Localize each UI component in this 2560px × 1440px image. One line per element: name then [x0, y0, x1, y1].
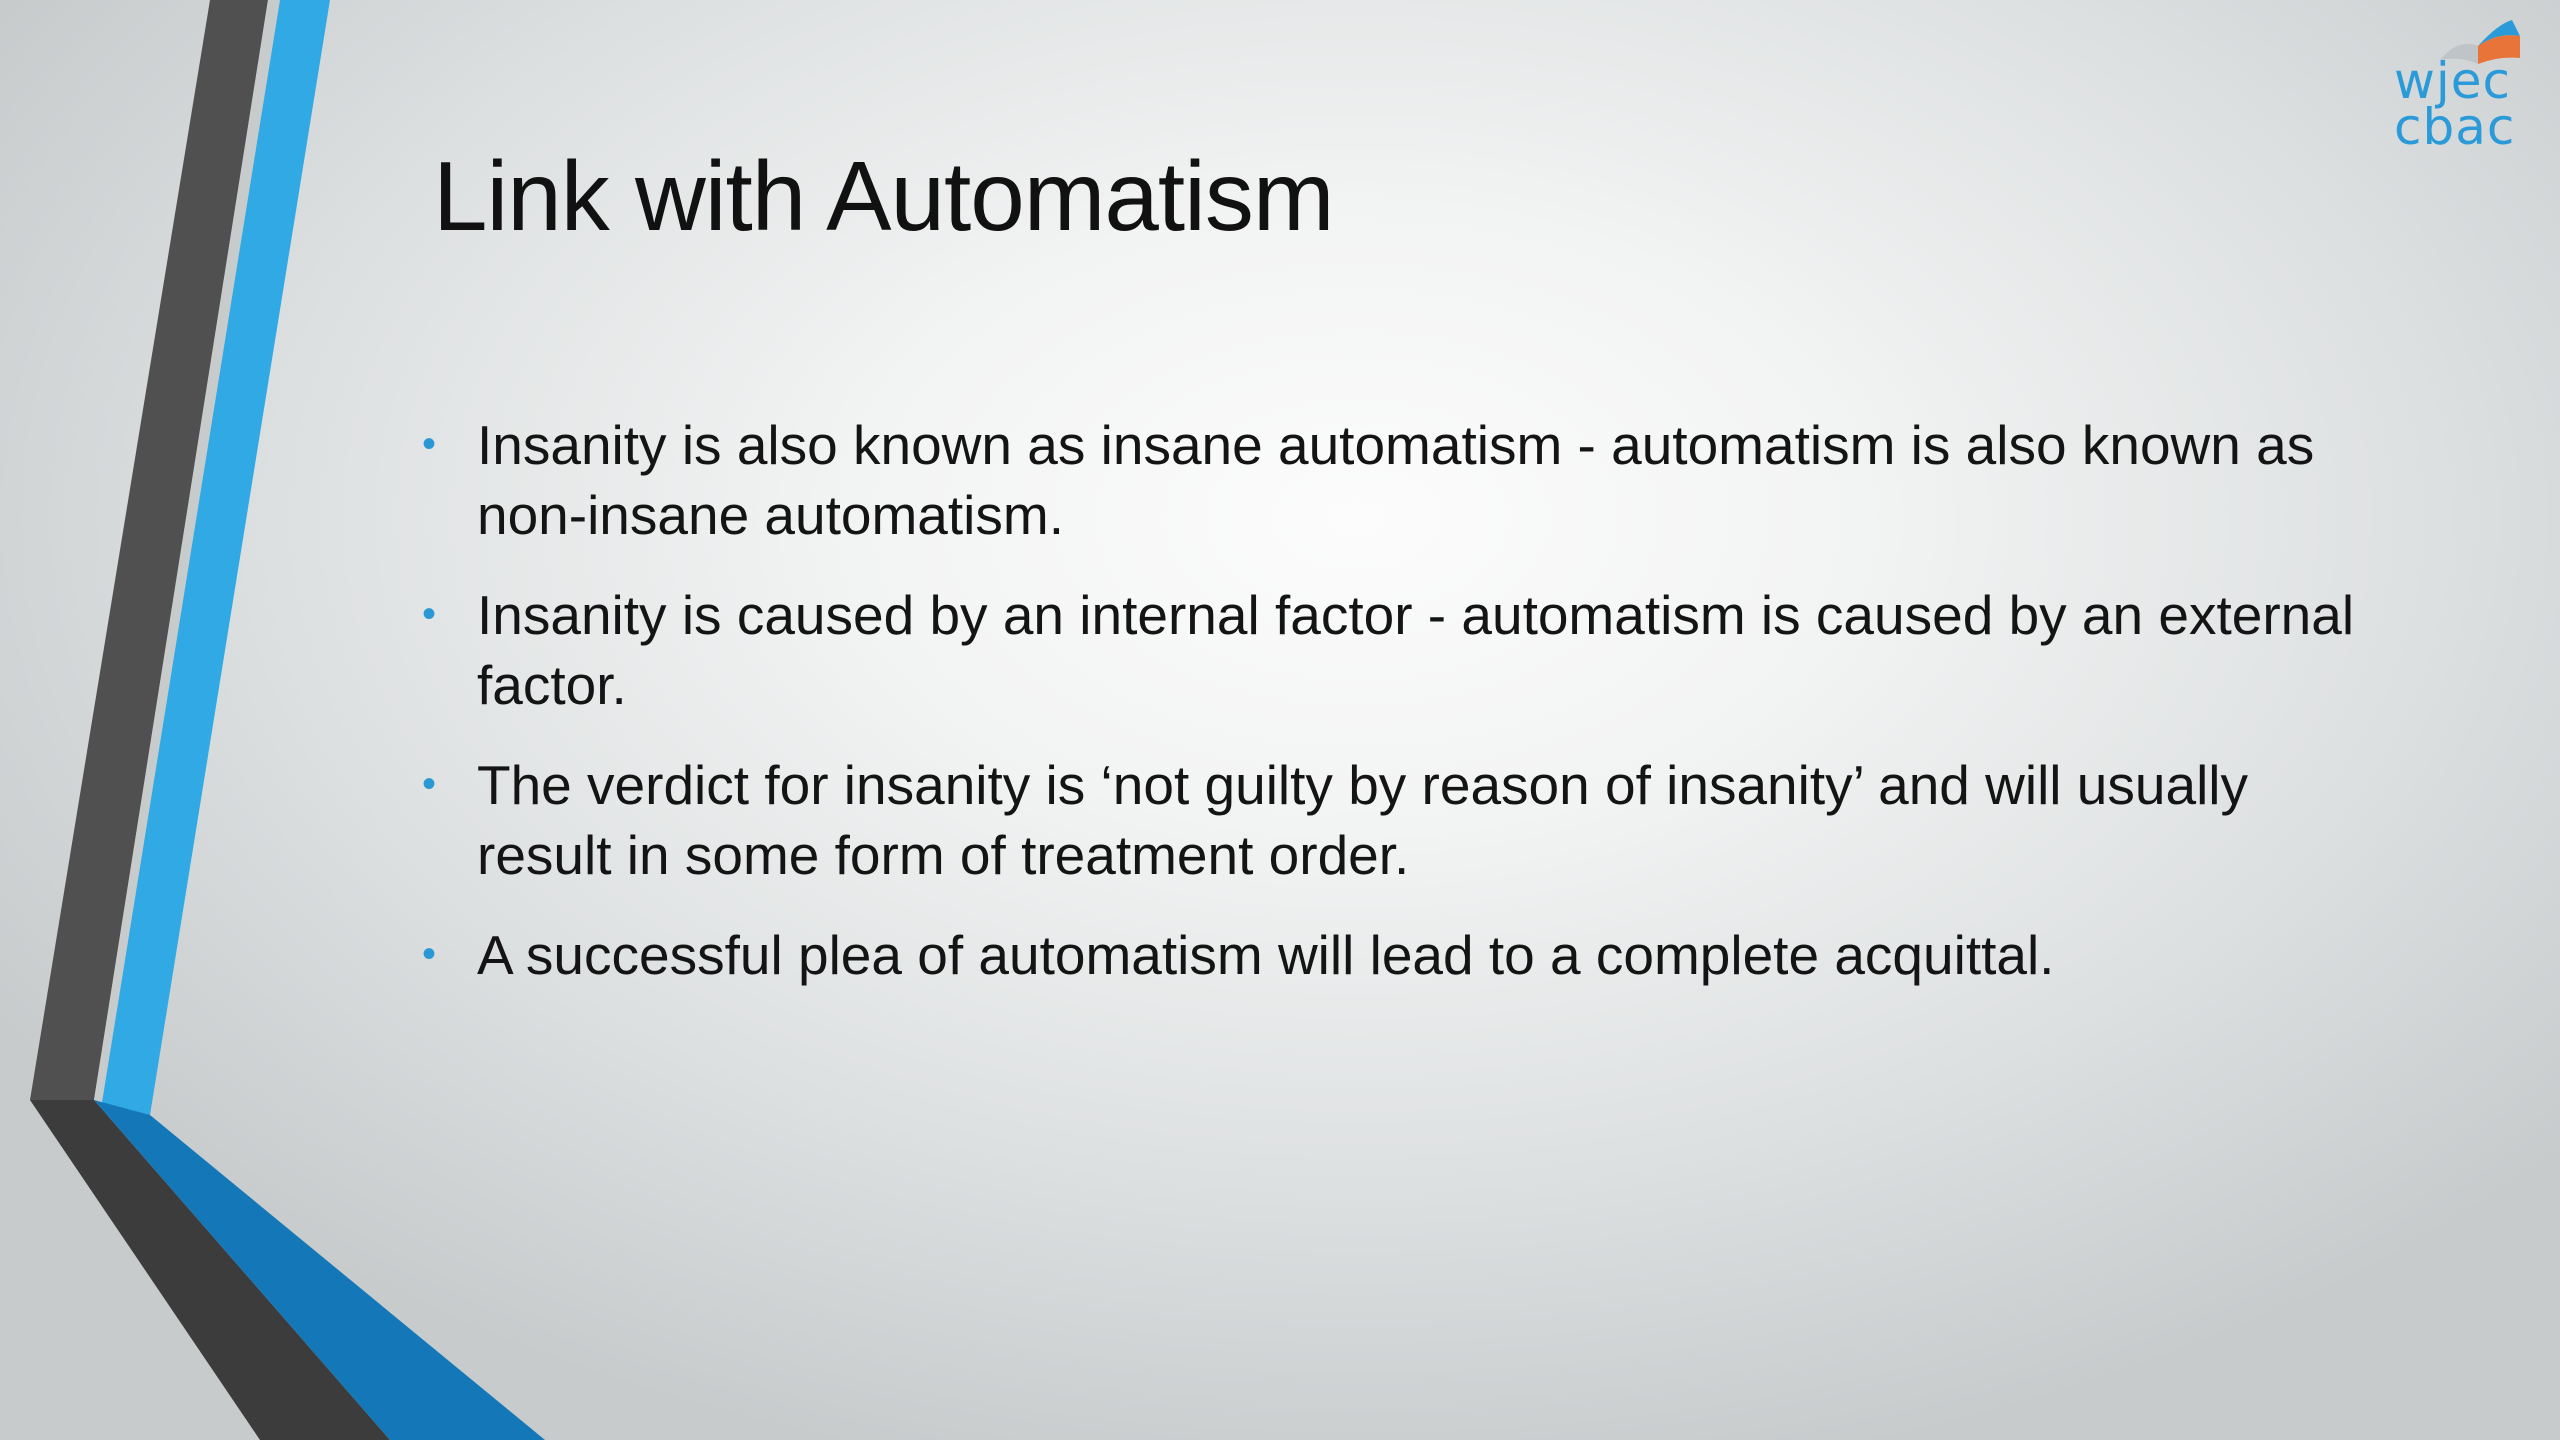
bullet-item — [418, 410, 2378, 550]
bullet-list — [418, 410, 2378, 1020]
slide-title: Link with Automatism — [433, 141, 1334, 251]
bullet-text: The verdict for insanity is ‘not guilty by reason of insanity’ and will usually result in some form of treatment order. — [477, 754, 2249, 886]
bullet-text: Insanity is caused by an internal factor - automatism is caused by an external factor. — [477, 584, 2355, 716]
bullet-item — [418, 920, 2378, 990]
bullet-text: Insanity is also known as insane automatism - automatism is also known as non-insane automatism. — [477, 414, 2315, 546]
wjec-cbac-logo — [2380, 18, 2530, 168]
bullet-icon: • — [422, 762, 437, 806]
bullet-item — [418, 750, 2378, 890]
bullet-icon: • — [422, 422, 437, 466]
logo-text-wjec: wjec — [2394, 52, 2512, 110]
bullet-icon: • — [422, 932, 437, 976]
bullet-item — [418, 580, 2378, 720]
bullet-icon: • — [422, 592, 437, 636]
bullet-text: A successful plea of automatism will lead to a complete acquittal. — [477, 924, 2055, 986]
logo-text-cbac: cbac — [2394, 98, 2516, 156]
